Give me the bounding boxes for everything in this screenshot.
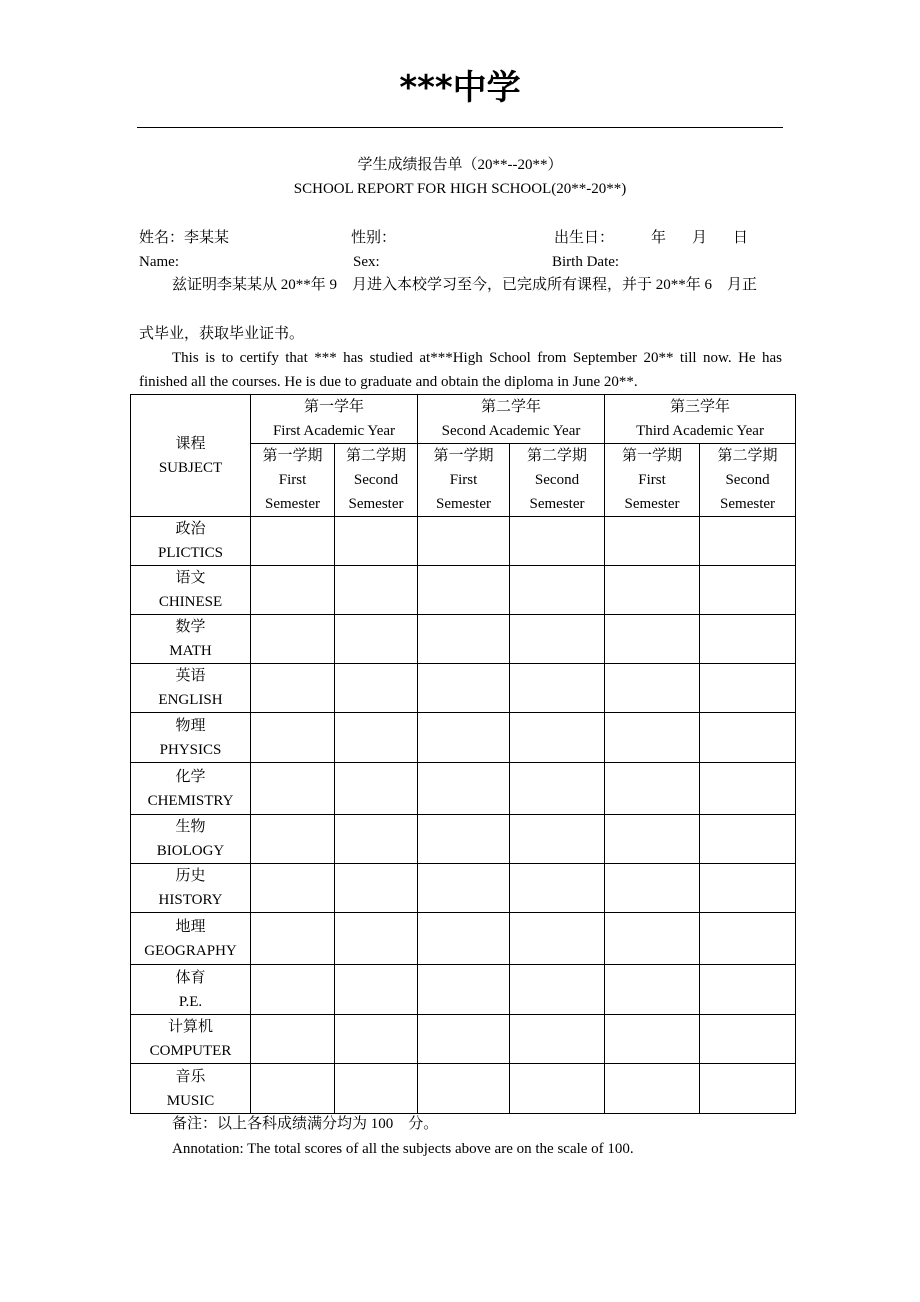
subject-header-en: SUBJECT [158, 459, 223, 476]
semester-header [510, 444, 605, 517]
subject-row [131, 864, 796, 913]
semester-en: Second [353, 472, 399, 488]
grade-cell [510, 815, 605, 864]
grade-cell [510, 864, 605, 913]
semester-en: First [638, 472, 666, 488]
grade-cell [510, 763, 605, 815]
grade-cell [605, 517, 700, 566]
subject-cell [131, 566, 251, 615]
subject-name-cn: 英语 [175, 668, 206, 684]
grade-cell [700, 913, 796, 965]
year-header-en: Third Academic Year [636, 423, 764, 439]
subject-name-en: PLICTICS [157, 545, 223, 561]
semester-header [700, 444, 796, 517]
grade-cell [700, 566, 796, 615]
semester-cn: 第二学期 [717, 448, 778, 464]
subject-row [131, 566, 796, 615]
semester-cn: 第二学期 [527, 448, 588, 464]
grade-cell [605, 763, 700, 815]
subject-cell [131, 1064, 251, 1114]
subject-name-cn: 体育 [175, 969, 206, 986]
sex-field-cn: 性别： [351, 230, 397, 246]
semester-header [418, 444, 510, 517]
grade-cell [418, 864, 510, 913]
subject-cell [131, 763, 251, 815]
year-header-3 [605, 395, 796, 444]
grade-cell [335, 566, 418, 615]
subject-name-en: BIOLOGY [156, 843, 225, 859]
subject-cell [131, 713, 251, 763]
year-header-1 [251, 395, 418, 444]
grade-cell [251, 615, 335, 664]
semester-en-suffix: Semester [624, 496, 680, 512]
grade-cell [335, 1015, 418, 1064]
grade-cell [251, 517, 335, 566]
subject-name-en: HISTORY [158, 892, 223, 908]
grade-cell [605, 566, 700, 615]
birth-month-cn: 月 [692, 230, 708, 246]
grade-cell [418, 615, 510, 664]
subject-cell [131, 913, 251, 965]
subject-cell [131, 815, 251, 864]
semester-header [251, 444, 335, 517]
subject-cell [131, 965, 251, 1015]
subject-row [131, 664, 796, 713]
semester-en-suffix: Semester [720, 496, 776, 512]
semester-cn: 第一学期 [433, 448, 494, 464]
annotation-cn: 备注：以上各科成绩满分均为 100 分。 [172, 1116, 439, 1132]
grade-cell [251, 763, 335, 815]
semester-en-suffix: Semester [265, 496, 320, 512]
subject-name-cn: 音乐 [175, 1068, 206, 1085]
grade-cell [251, 664, 335, 713]
subject-header-cn: 课程 [175, 435, 206, 452]
grade-cell [510, 517, 605, 566]
subject-name-en: CHINESE [158, 594, 223, 610]
school-title: ***中学 [399, 68, 521, 108]
grade-cell [510, 913, 605, 965]
grade-cell [335, 664, 418, 713]
grades-table [130, 394, 796, 1114]
grade-cell [605, 1015, 700, 1064]
grade-cell [418, 913, 510, 965]
subject-name-en: P.E. [178, 993, 203, 1010]
year-header-en: First Academic Year [272, 423, 396, 439]
subject-header-cell [131, 395, 251, 517]
grade-cell [510, 566, 605, 615]
semester-en: Second [534, 472, 580, 488]
grade-cell [335, 815, 418, 864]
subject-name-cn: 政治 [175, 521, 206, 537]
certificate-text-en: This is to certify that *** has studied at***High School from September 20** till now. He has finished all the courses. He is due to graduate and obtain the diploma in June 20**. [139, 350, 782, 390]
grade-cell [418, 517, 510, 566]
semester-header [335, 444, 418, 517]
grade-cell [510, 713, 605, 763]
semester-en: First [449, 472, 478, 488]
grade-cell [605, 913, 700, 965]
certificate-text-cn-continued: 式毕业，获取毕业证书。 [139, 326, 305, 342]
subject-name-cn: 语文 [175, 570, 206, 586]
grade-cell [251, 913, 335, 965]
grade-cell [251, 815, 335, 864]
semester-cn: 第一学期 [262, 448, 323, 464]
subject-name-cn: 物理 [175, 717, 206, 734]
subject-row [131, 913, 796, 965]
grade-cell [335, 763, 418, 815]
subject-name-en: PHYSICS [159, 741, 222, 758]
semester-cn: 第一学期 [622, 448, 683, 464]
grade-cell [251, 864, 335, 913]
semester-en-suffix: Semester [436, 496, 491, 512]
subject-row [131, 1064, 796, 1114]
grade-cell [700, 864, 796, 913]
grade-cell [335, 615, 418, 664]
subject-name-cn: 化学 [175, 768, 206, 785]
subject-name-cn: 生物 [175, 819, 206, 835]
certificate-text-cn: 兹证明李某某从 20**年 9 月进入本校学习至今，已完成所有课程，并于 20**年 6 月正 [172, 277, 758, 293]
subject-row [131, 1015, 796, 1064]
grade-cell [418, 566, 510, 615]
subject-name-cn: 计算机 [167, 1019, 213, 1035]
birth-day-cn: 日 [733, 230, 749, 246]
semester-cn: 第二学期 [346, 448, 407, 464]
birth-field-en: Birth Date: [552, 254, 620, 270]
birth-field-cn: 出生日： [554, 230, 615, 246]
grade-cell [418, 815, 510, 864]
subject-name-en: COMPUTER [149, 1043, 232, 1059]
subject-row [131, 517, 796, 566]
grade-cell [335, 1064, 418, 1114]
semester-en: Second [725, 472, 770, 488]
sex-field-en: Sex: [353, 254, 380, 270]
grade-cell [510, 1015, 605, 1064]
subject-name-cn: 数学 [175, 619, 206, 635]
grade-cell [418, 965, 510, 1015]
semester-en-suffix: Semester [529, 496, 585, 512]
year-header-cn: 第一学年 [304, 399, 365, 415]
subject-name-en: MATH [169, 643, 212, 659]
grade-cell [335, 913, 418, 965]
year-header-2 [418, 395, 605, 444]
subject-cell [131, 517, 251, 566]
grade-cell [418, 713, 510, 763]
grade-cell [335, 713, 418, 763]
report-title-en: SCHOOL REPORT FOR HIGH SCHOOL(20**-20**) [293, 181, 627, 197]
subject-cell [131, 615, 251, 664]
grade-cell [605, 713, 700, 763]
grade-cell [510, 664, 605, 713]
grade-cell [418, 664, 510, 713]
subject-name-cn: 历史 [175, 868, 206, 884]
grade-cell [335, 517, 418, 566]
grade-cell [418, 763, 510, 815]
grade-cell [700, 615, 796, 664]
grade-cell [700, 815, 796, 864]
subject-row [131, 965, 796, 1015]
annotation-en: Annotation: The total scores of all the subjects above are on the scale of 100. [172, 1141, 634, 1157]
subject-name-en: CHEMISTRY [147, 792, 234, 809]
grade-cell [251, 1064, 335, 1114]
title-divider [137, 127, 783, 128]
grade-cell [510, 1064, 605, 1114]
semester-en-suffix: Semester [348, 496, 404, 512]
subject-row [131, 815, 796, 864]
grade-cell [700, 713, 796, 763]
grade-cell [605, 965, 700, 1015]
grade-cell [605, 1064, 700, 1114]
grade-cell [510, 965, 605, 1015]
grade-cell [700, 763, 796, 815]
subject-name-en: ENGLISH [158, 692, 223, 708]
grade-cell [700, 965, 796, 1015]
grade-cell [251, 1015, 335, 1064]
grade-cell [251, 566, 335, 615]
report-title-cn: 学生成绩报告单（20**--20**） [357, 157, 563, 173]
subject-cell [131, 864, 251, 913]
subject-row [131, 763, 796, 815]
year-header-cn: 第三学年 [670, 399, 731, 415]
subject-cell [131, 1015, 251, 1064]
subject-name-cn: 地理 [175, 918, 206, 935]
grade-cell [605, 815, 700, 864]
subject-row [131, 615, 796, 664]
grade-cell [605, 864, 700, 913]
grade-cell [700, 664, 796, 713]
year-header-cn: 第二学年 [481, 399, 542, 415]
year-header-en: Second Academic Year [441, 423, 581, 439]
grade-cell [418, 1015, 510, 1064]
grade-cell [251, 713, 335, 763]
birth-year-cn: 年 [651, 230, 667, 246]
subject-name-en: GEOGRAPHY [144, 942, 237, 959]
grade-cell [335, 864, 418, 913]
subject-row [131, 713, 796, 763]
grade-cell [335, 965, 418, 1015]
grade-cell [700, 1015, 796, 1064]
grade-cell [251, 965, 335, 1015]
grade-cell [700, 517, 796, 566]
subject-name-en: MUSIC [166, 1092, 215, 1109]
grade-cell [700, 1064, 796, 1114]
subject-cell [131, 664, 251, 713]
semester-en: First [278, 472, 307, 488]
name-field-en: Name: [139, 254, 179, 270]
semester-header [605, 444, 700, 517]
grade-cell [605, 664, 700, 713]
name-field-cn: 姓名：李某某 [139, 230, 230, 246]
grade-cell [510, 615, 605, 664]
grade-cell [418, 1064, 510, 1114]
grade-cell [605, 615, 700, 664]
